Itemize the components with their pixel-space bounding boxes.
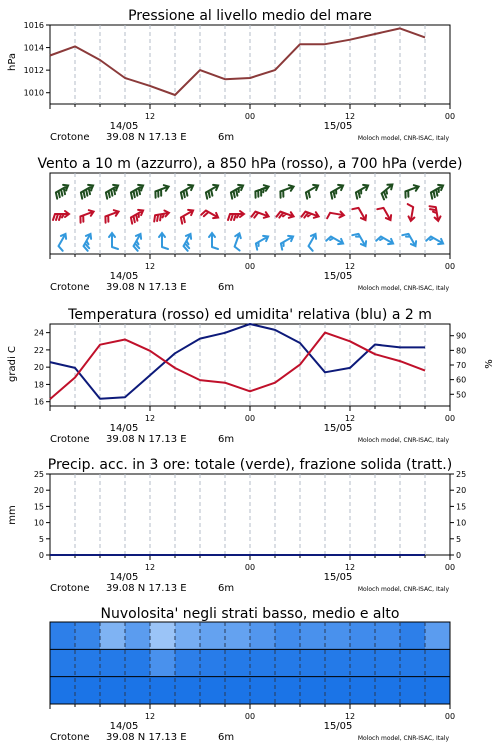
wind-barb: [231, 185, 243, 199]
cloud-cell: [300, 677, 325, 704]
wind-barb: [382, 185, 393, 200]
date-label: 14/05: [109, 423, 139, 434]
x-tick-label: 00: [444, 414, 456, 423]
cloud-cover-panel: [50, 606, 455, 743]
model-credit: Moloch model, CNR-ISAC, Italy: [357, 437, 449, 444]
cloud-cell: [125, 649, 150, 676]
cloud-cell: [50, 622, 75, 649]
wind-barb: [81, 185, 93, 199]
x-tick-label: 12: [344, 262, 356, 271]
y-tick-label: 5: [38, 534, 44, 544]
cloud-cell: [200, 649, 225, 676]
cloud-cell: [200, 622, 225, 649]
cloud-cell: [325, 677, 350, 704]
cloud-cell: [400, 649, 425, 676]
x-tick-label: 00: [244, 712, 256, 721]
y-tick-label: 1010: [23, 88, 44, 98]
y-right-tick-label: 10: [456, 518, 467, 528]
pressure-line: [50, 28, 425, 95]
wind-panel: [37, 156, 462, 293]
date-label: 14/05: [109, 572, 139, 583]
elevation-label: 6m: [218, 732, 235, 743]
y-tick-label: 18: [33, 380, 44, 390]
cloud-cell: [375, 649, 400, 676]
wind-barb: [181, 185, 193, 199]
cloud-cell: [75, 649, 100, 676]
wind-barb: [309, 234, 317, 251]
model-credit: Moloch model, CNR-ISAC, Italy: [357, 135, 449, 142]
temperature-line: [50, 333, 425, 400]
cloud-title: Nuvolosita' negli strati basso, medio e alto: [100, 606, 400, 622]
location-label: Crotone: [50, 732, 90, 743]
cloud-cell: [400, 677, 425, 704]
y-tick-label: 24: [33, 328, 44, 338]
cloud-cell: [175, 622, 200, 649]
x-tick-label: 00: [244, 112, 256, 121]
cloud-cell: [150, 622, 175, 649]
wind-barb: [281, 236, 293, 250]
wind-barb: [131, 185, 143, 199]
wind-barb: [56, 185, 68, 199]
x-tick-label: 12: [144, 262, 156, 271]
cloud-cell: [325, 622, 350, 649]
cloud-cell: [350, 649, 375, 676]
precip-ylabel: mm: [7, 505, 18, 525]
precip-title: Precip. acc. in 3 ore: totale (verde), frazione solida (tratt.): [47, 457, 453, 473]
cloud-cell: [425, 677, 450, 704]
wind-barb: [431, 185, 443, 199]
model-credit: Moloch model, CNR-ISAC, Italy: [357, 285, 449, 292]
wind-barb: [255, 185, 268, 198]
wind-barb: [181, 210, 193, 224]
y-right-tick-label: 5: [456, 534, 462, 544]
coordinates-label: 39.08 N 17.13 E: [106, 583, 187, 594]
wind-barb: [201, 211, 218, 219]
x-tick-label: 00: [244, 414, 256, 423]
y-right-tick-label: 90: [456, 331, 467, 341]
plot-frame: [50, 474, 450, 555]
wind-barb: [80, 210, 93, 223]
y-tick-label: 16: [33, 397, 44, 407]
y-tick-label: 0: [38, 551, 44, 560]
wind-barb: [154, 211, 169, 222]
y-tick-label: 10: [33, 518, 44, 528]
cloud-cell: [100, 677, 125, 704]
y-right-tick-label: 80: [456, 346, 467, 356]
cloud-cell: [375, 622, 400, 649]
pressure-title: Pressione al livello medio del mare: [128, 8, 372, 24]
cloud-cell: [225, 649, 250, 676]
wind-barb: [252, 212, 269, 218]
cloud-cell: [125, 677, 150, 704]
wind-barb: [352, 234, 366, 246]
wind-barb: [84, 234, 92, 251]
wind-barb: [402, 234, 416, 246]
y-right-tick-label: 20: [456, 486, 467, 496]
wind-barb: [235, 233, 241, 250]
wind-barb: [134, 234, 142, 251]
y-tick-label: 1012: [23, 66, 44, 76]
y-tick-label: 22: [33, 345, 44, 355]
wind-barb: [209, 233, 218, 249]
cloud-cell: [150, 677, 175, 704]
wind-barb: [228, 211, 244, 220]
cloud-cell: [125, 622, 150, 649]
cloud-cell: [100, 622, 125, 649]
wind-barb: [109, 233, 118, 249]
cloud-cell: [275, 677, 300, 704]
cloud-cell: [375, 677, 400, 704]
temp-title: Temperatura (rosso) ed umidita' relativa (blu) a 2 m: [68, 307, 432, 323]
y-right-tick-label: 0: [456, 551, 462, 560]
cloud-cell: [250, 622, 275, 649]
cloud-cell: [425, 622, 450, 649]
wind-barb: [430, 206, 441, 221]
y-tick-label: 1014: [23, 43, 44, 53]
coordinates-label: 39.08 N 17.13 E: [106, 732, 187, 743]
wind-barb: [306, 185, 318, 199]
x-tick-label: 12: [344, 563, 356, 572]
wind-barb: [206, 185, 218, 199]
y-tick-label: 20: [33, 486, 44, 496]
date-label: 15/05: [323, 572, 353, 583]
wind-barb: [105, 210, 118, 223]
y-right-tick-label: 60: [456, 375, 467, 385]
cloud-cell: [425, 649, 450, 676]
y-right-tick-label: 50: [456, 390, 467, 400]
x-tick-label: 00: [444, 563, 456, 572]
y-tick-label: 20: [33, 363, 44, 373]
y-tick-label: 1016: [23, 21, 44, 30]
date-label: 14/05: [109, 121, 139, 132]
x-tick-label: 00: [444, 712, 456, 721]
humidity-ylabel: %: [484, 359, 495, 369]
wind-barb: [280, 185, 293, 198]
y-tick-label: 25: [33, 470, 44, 479]
model-credit: Moloch model, CNR-ISAC, Italy: [357, 586, 449, 593]
wind-barb: [405, 185, 418, 198]
y-tick-label: 15: [33, 502, 44, 512]
date-label: 15/05: [323, 423, 353, 434]
location-label: Crotone: [50, 132, 90, 143]
wind-barb: [408, 204, 415, 221]
wind-barb: [376, 237, 393, 245]
y-right-tick-label: 25: [456, 470, 467, 479]
date-label: 15/05: [323, 121, 353, 132]
date-label: 14/05: [109, 271, 139, 282]
cloud-cell: [100, 649, 125, 676]
cloud-cell: [275, 649, 300, 676]
wind-barb: [326, 237, 343, 245]
x-tick-label: 12: [144, 563, 156, 572]
cloud-cell: [225, 677, 250, 704]
cloud-cell: [300, 622, 325, 649]
elevation-label: 6m: [218, 583, 235, 594]
cloud-cell: [400, 622, 425, 649]
wind-title: Vento a 10 m (azzurro), a 850 hPa (rosso), a 700 hPa (verde): [37, 156, 463, 172]
cloud-cell: [300, 649, 325, 676]
x-tick-label: 00: [244, 563, 256, 572]
wind-barb: [277, 212, 294, 218]
x-tick-label: 12: [144, 112, 156, 121]
wind-barb: [426, 237, 443, 245]
cloud-cell: [225, 622, 250, 649]
x-tick-label: 12: [144, 414, 156, 423]
x-tick-label: 12: [144, 712, 156, 721]
wind-barb: [377, 208, 391, 220]
plot-frame: [50, 25, 450, 104]
wind-barb: [327, 212, 344, 219]
wind-barb: [131, 210, 143, 224]
cloud-cell: [50, 677, 75, 704]
coordinates-label: 39.08 N 17.13 E: [106, 132, 187, 143]
wind-barb: [184, 234, 192, 251]
y-right-tick-label: 15: [456, 502, 467, 512]
date-label: 15/05: [323, 271, 353, 282]
cloud-cell: [250, 649, 275, 676]
temperature-humidity-panel: [7, 307, 495, 445]
location-label: Crotone: [50, 434, 90, 445]
location-label: Crotone: [50, 583, 90, 594]
wind-barb: [356, 185, 368, 199]
temp-ylabel: gradi C: [7, 346, 18, 382]
coordinates-label: 39.08 N 17.13 E: [106, 434, 187, 445]
cloud-cell: [325, 649, 350, 676]
cloud-cell: [50, 649, 75, 676]
wind-barb: [106, 185, 118, 199]
cloud-cell: [350, 622, 375, 649]
model-credit: Moloch model, CNR-ISAC, Italy: [357, 735, 449, 742]
cloud-cell: [350, 677, 375, 704]
elevation-label: 6m: [218, 434, 235, 445]
elevation-label: 6m: [218, 132, 235, 143]
wind-barb: [155, 185, 168, 198]
wind-barb: [352, 208, 366, 220]
wind-barb: [331, 185, 343, 199]
x-tick-label: 12: [344, 112, 356, 121]
y-right-tick-label: 70: [456, 361, 467, 370]
x-tick-label: 00: [444, 262, 456, 271]
x-tick-label: 12: [344, 414, 356, 423]
cloud-cell: [75, 677, 100, 704]
plot-frame: [50, 324, 450, 406]
elevation-label: 6m: [218, 282, 235, 293]
wind-barb: [302, 212, 319, 218]
pressure-ylabel: hPa: [7, 52, 18, 72]
wind-barb: [59, 234, 67, 251]
cloud-cell: [75, 622, 100, 649]
cloud-cell: [200, 677, 225, 704]
wind-barb: [159, 233, 168, 249]
cloud-cell: [175, 677, 200, 704]
coordinates-label: 39.08 N 17.13 E: [106, 282, 187, 293]
wind-barb: [53, 211, 69, 220]
cloud-cell: [175, 649, 200, 676]
pressure-panel: [7, 8, 455, 143]
location-label: Crotone: [50, 282, 90, 293]
cloud-cell: [250, 677, 275, 704]
date-label: 14/05: [109, 721, 139, 732]
x-tick-label: 12: [344, 712, 356, 721]
x-tick-label: 00: [244, 262, 256, 271]
x-tick-label: 00: [444, 112, 456, 121]
date-label: 15/05: [323, 721, 353, 732]
cloud-cell: [150, 649, 175, 676]
cloud-cell: [275, 622, 300, 649]
wind-barb: [256, 236, 268, 250]
precipitation-panel: [7, 457, 466, 594]
